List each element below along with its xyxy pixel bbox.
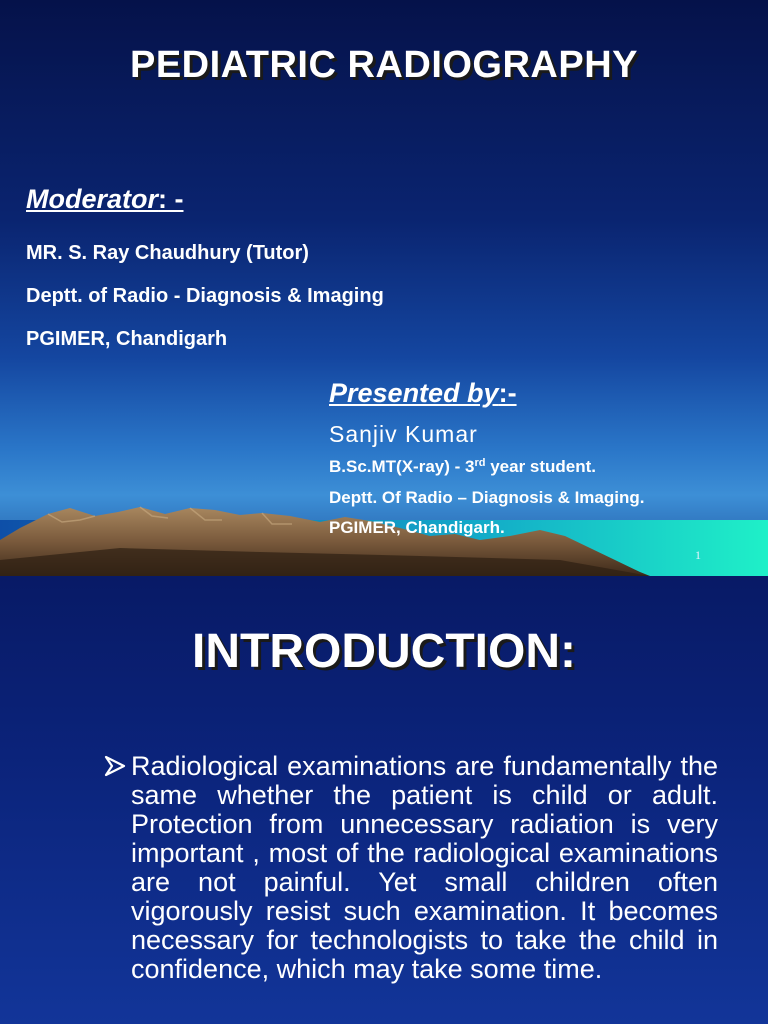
moderator-institute: PGIMER, Chandigarh [26,328,228,350]
presenter-heading [329,378,517,409]
bullet-text: Radiological examinations are fundamentally the same whether the patient is child or adult. Protection from unnecessary radiation is very important , most of the radiological examinations are not painful. Yet small children often vigorously resist such examination. It becomes necessary for technologists to take the child in confidence, which may take some time. [131,751,718,984]
moderator-name: MR. S. Ray Chaudhury (Tutor) [26,242,309,264]
presenter-heading-label: Presented by [329,378,499,408]
slide-title: PEDIATRIC RADIOGRAPHY [129,44,639,86]
presenter-name: Sanjiv Kumar [329,421,478,447]
presenter-heading-suffix: :- [498,378,517,408]
arrow-bullet-icon [104,755,126,777]
slide-title: INTRODUCTION: [192,625,576,678]
slide-2 [0,576,768,1024]
presenter-course-superscript: rd [474,457,486,469]
presenter-course-suffix: year student. [485,457,597,476]
presenter-course-prefix: B.Sc.MT(X-ray) - 3 [329,457,475,476]
presenter-course [329,457,596,477]
moderator-heading [26,184,184,215]
presenter-department: Deptt. Of Radio – Diagnosis & Imaging. [329,488,645,507]
slide-number: 1 [695,548,701,562]
moderator-heading-suffix: : - [158,184,184,214]
moderator-department: Deptt. of Radio - Diagnosis & Imaging [26,285,384,307]
moderator-heading-label: Moderator [26,184,159,214]
presenter-institute: PGIMER, Chandigarh. [329,518,505,537]
